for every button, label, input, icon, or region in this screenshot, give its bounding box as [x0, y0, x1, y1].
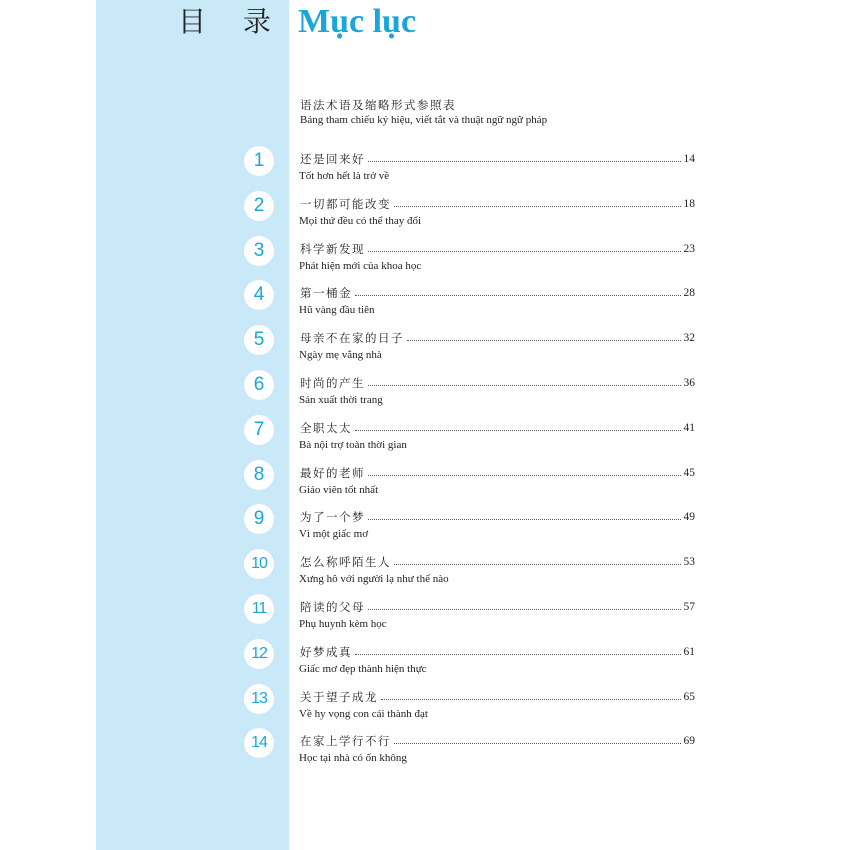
lesson-number-badge: 8 [244, 460, 274, 490]
lesson-chinese-title: 好梦成真 [300, 644, 352, 659]
dot-leader [394, 563, 681, 565]
lesson-title-line [300, 599, 695, 615]
toc-entry[interactable] [0, 508, 850, 553]
lesson-number-badge: 2 [244, 191, 274, 221]
page-number: 61 [683, 645, 695, 658]
toc-entry[interactable] [0, 418, 850, 464]
reference-chinese: 语法术语及缩略形式参照表 [300, 98, 456, 112]
toc-entry[interactable] [0, 329, 850, 374]
lesson-chinese-title: 全职太太 [300, 420, 352, 435]
lesson-title-line [300, 330, 695, 346]
lesson-title-line [300, 285, 695, 301]
lesson-title-line [300, 420, 695, 436]
lesson-number-badge: 7 [244, 415, 274, 445]
page-number: 45 [683, 466, 695, 479]
toc-entry[interactable] [0, 194, 850, 240]
lesson-vietnamese-title: Học tại nhà có ổn không [299, 752, 407, 765]
dot-leader [407, 339, 681, 341]
lesson-number-badge: 4 [244, 280, 274, 310]
toc-entry[interactable] [0, 150, 850, 195]
page-number: 23 [683, 242, 695, 255]
page-number: 69 [683, 735, 695, 748]
lesson-title-line [300, 554, 695, 570]
lesson-title-line [300, 644, 695, 660]
toc-entry[interactable] [0, 239, 850, 285]
lesson-number-badge: 5 [244, 325, 274, 355]
lesson-number-badge: 10 [244, 549, 274, 579]
lesson-vietnamese-title: Bà nội trợ toàn thời gian [299, 438, 407, 451]
chinese-title: 目 录 [178, 5, 285, 38]
lesson-chinese-title: 母亲不在家的日子 [300, 331, 404, 346]
page-number: 18 [683, 197, 695, 210]
lesson-chinese-title: 陪读的父母 [300, 600, 365, 614]
lesson-chinese-title: 一切都可能改变 [300, 196, 391, 211]
dot-leader [394, 205, 681, 207]
page-number: 14 [683, 153, 695, 165]
dot-leader [355, 653, 681, 655]
dot-leader [355, 294, 681, 296]
page-number: 65 [683, 690, 695, 703]
toc-entry[interactable] [0, 644, 850, 688]
lesson-chinese-title: 时尚的产生 [300, 376, 365, 390]
reference-table-entry[interactable] [300, 97, 547, 128]
lesson-number-badge: 6 [244, 370, 274, 400]
page-number: 49 [683, 511, 695, 524]
lesson-vietnamese-title: Tốt hơn hết là trở về [299, 170, 390, 182]
lesson-vietnamese-title: Sản xuất thời trang [299, 394, 383, 406]
lesson-title-line [300, 375, 695, 391]
dot-leader [381, 698, 681, 700]
lesson-vietnamese-title: Mọi thứ đều có thể thay đổi [299, 214, 422, 227]
page-number: 28 [683, 287, 695, 300]
lesson-title-line [300, 509, 695, 525]
lesson-title-line [300, 465, 695, 481]
lesson-vietnamese-title: Về hy vọng con cái thành đạt [299, 707, 428, 720]
dot-leader [368, 608, 681, 610]
lesson-chinese-title: 最好的老师 [300, 465, 365, 480]
toc-entry[interactable] [0, 284, 850, 329]
page-number: 41 [683, 421, 695, 434]
dot-leader [368, 384, 681, 386]
lesson-chinese-title: 第一桶金 [300, 286, 352, 301]
dot-leader [355, 429, 681, 431]
lesson-title-line [300, 689, 695, 705]
lesson-title-line [300, 241, 695, 257]
lesson-number-badge: 1 [244, 146, 274, 176]
lesson-number-badge: 9 [244, 504, 274, 534]
lesson-number-badge: 11 [244, 594, 274, 624]
dot-leader [368, 160, 681, 162]
lesson-vietnamese-title: Giấc mơ đẹp thành hiện thực [299, 662, 427, 675]
lesson-title-line [300, 733, 695, 749]
toc-entry[interactable] [0, 463, 850, 509]
lesson-chinese-title: 科学新发现 [300, 241, 365, 256]
lesson-vietnamese-title: Hũ vàng đầu tiên [299, 304, 375, 317]
dot-leader [368, 518, 681, 520]
lesson-number-badge: 12 [244, 639, 274, 669]
toc-entry[interactable] [0, 555, 850, 598]
lesson-vietnamese-title: Phụ huynh kèm học [299, 618, 387, 630]
lesson-chinese-title: 为了一个梦 [300, 510, 365, 525]
page-number: 36 [683, 377, 695, 389]
dot-leader [394, 742, 681, 744]
lesson-number-badge: 3 [244, 236, 274, 266]
toc-entry[interactable] [0, 689, 850, 733]
toc-entry[interactable] [0, 374, 850, 419]
reference-vietnamese: Bảng tham chiếu ký hiệu, viết tắt và thuật ngữ ngữ pháp [300, 114, 548, 126]
lesson-vietnamese-title: Xưng hô với người lạ như thế nào [299, 573, 449, 586]
lesson-vietnamese-title: Ngày mẹ vắng nhà [299, 349, 382, 362]
dot-leader [368, 474, 681, 476]
lesson-number-badge: 14 [244, 728, 274, 758]
lesson-title-line [300, 151, 695, 167]
page-number: 57 [683, 601, 695, 613]
dot-leader [368, 250, 681, 252]
lesson-vietnamese-title: Giáo viên tốt nhất [299, 483, 379, 496]
page-number: 53 [683, 556, 695, 569]
lesson-title-line [300, 196, 695, 212]
lesson-chinese-title: 在家上学行不行 [300, 734, 391, 749]
lesson-chinese-title: 还是回来好 [300, 152, 365, 166]
lesson-vietnamese-title: Vì một giấc mơ [299, 528, 369, 541]
lesson-chinese-title: 关于望子成龙 [300, 689, 378, 704]
lesson-number-badge: 13 [244, 684, 274, 714]
toc-entry[interactable] [0, 734, 850, 777]
toc-entry[interactable] [0, 600, 850, 643]
lesson-chinese-title: 怎么称呼陌生人 [300, 555, 391, 570]
vietnamese-title: Mục lục [298, 3, 417, 40]
page-number: 32 [683, 332, 695, 345]
lesson-vietnamese-title: Phát hiện mới của khoa học [299, 259, 422, 272]
